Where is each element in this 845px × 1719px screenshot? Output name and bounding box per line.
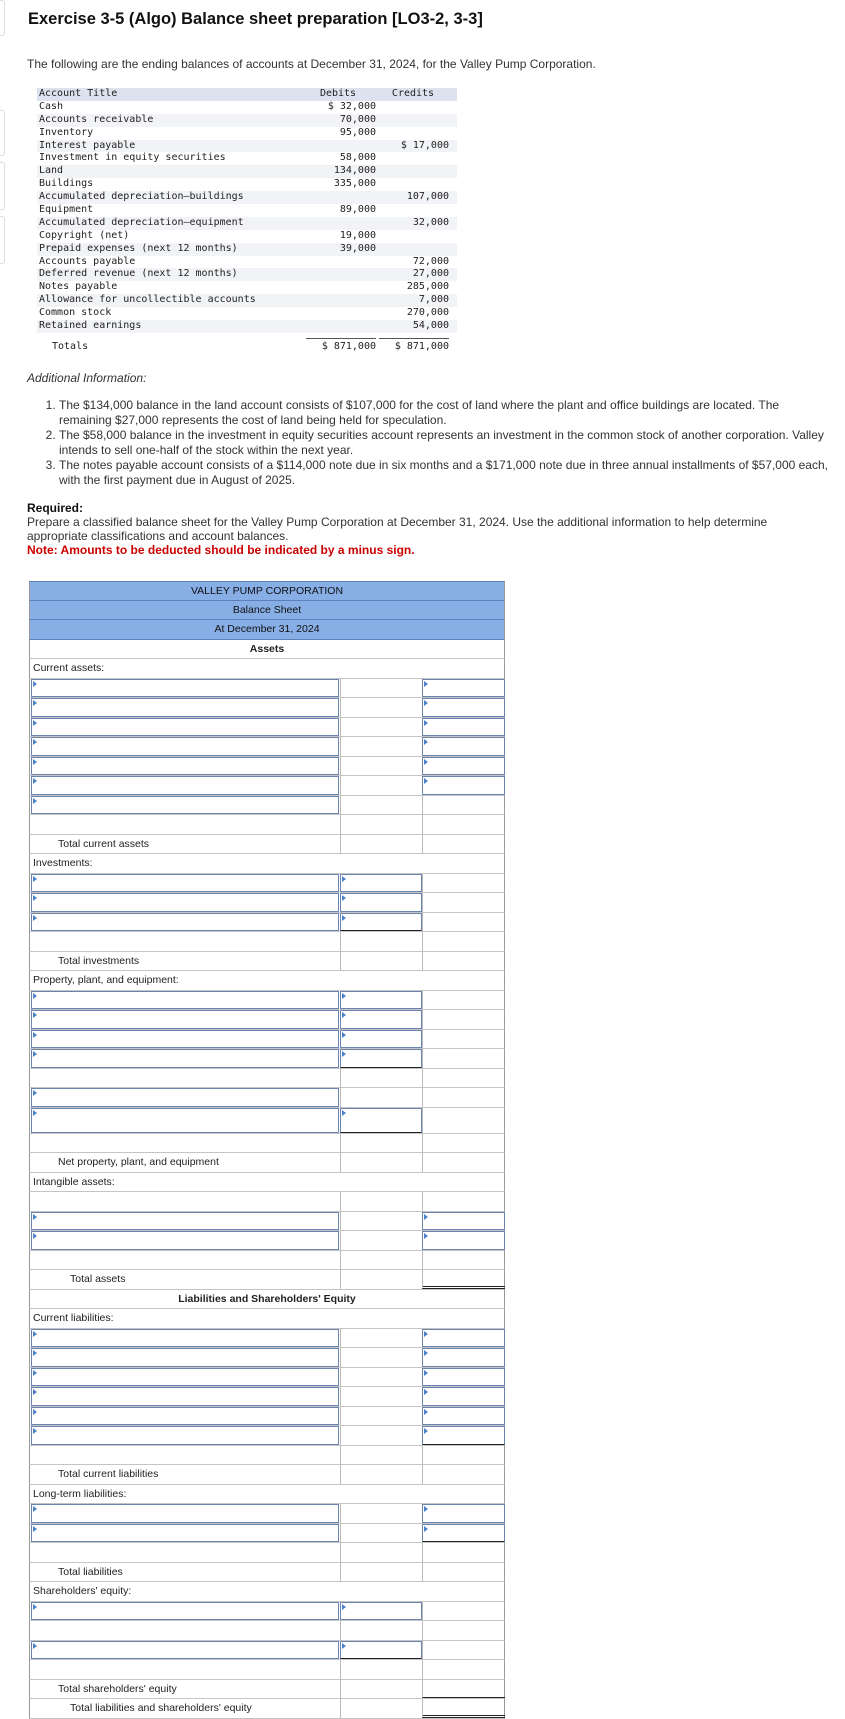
current-assets-label: Current assets:	[29, 659, 505, 679]
statement-name: Balance Sheet	[29, 601, 505, 621]
blank-cell	[422, 1134, 505, 1153]
tb-debit: 134,000	[333, 165, 376, 177]
current-asset-row	[29, 698, 505, 718]
tb-debit: 335,000	[333, 178, 376, 190]
blank-cell	[422, 1069, 505, 1088]
amount-cell	[340, 1212, 422, 1231]
account-input[interactable]	[31, 698, 339, 717]
amount-cell	[340, 1231, 422, 1250]
account-input[interactable]	[31, 1524, 339, 1543]
current-asset-row	[29, 796, 505, 816]
amount-cell	[422, 1641, 505, 1660]
amount-cell	[422, 913, 505, 932]
assets-heading: Assets	[29, 640, 505, 660]
account-input[interactable]	[31, 1368, 339, 1387]
amount-cell	[340, 1699, 422, 1718]
amount-input[interactable]	[340, 1641, 422, 1660]
amount-input[interactable]	[422, 737, 505, 756]
tb-title: Accounts receivable	[39, 113, 154, 125]
tb-title: Accounts payable	[39, 255, 136, 267]
blank-row	[29, 1660, 505, 1680]
tb-title: Investment in equity securities	[39, 152, 226, 164]
account-input[interactable]	[31, 1231, 339, 1250]
liabilities-equity-heading: Liabilities and Shareholders' Equity	[29, 1290, 505, 1310]
current-asset-row	[29, 737, 505, 757]
tb-title: Prepaid expenses (next 12 months)	[39, 242, 238, 254]
amount-cell	[422, 796, 505, 815]
tb-title: Common stock	[39, 307, 112, 319]
tb-title: Retained earnings	[39, 320, 142, 332]
total-assets-value	[422, 1270, 505, 1289]
tb-row	[37, 281, 457, 294]
amount-cell	[340, 718, 422, 737]
tb-title: Land	[39, 165, 64, 177]
amount-input[interactable]	[422, 1426, 505, 1445]
amount-cell	[340, 1270, 422, 1289]
total-liabilities-label: Total liabilities	[58, 1565, 123, 1578]
amount-cell	[340, 952, 422, 971]
tb-row	[37, 294, 457, 307]
tb-title: Copyright (net)	[39, 229, 130, 241]
current-asset-row	[29, 776, 505, 796]
shareholders-equity-label: Shareholders' equity:	[29, 1582, 505, 1602]
ppe-row	[29, 1108, 505, 1134]
ppe-row	[29, 1010, 505, 1030]
tb-row	[37, 127, 457, 140]
account-input[interactable]	[31, 757, 339, 776]
blank-cell	[422, 1621, 505, 1640]
account-input[interactable]	[31, 1504, 339, 1523]
required-note: Note: Amounts to be deducted should be indicated by a minus sign.	[27, 543, 415, 557]
tb-debit: $ 32,000	[327, 100, 376, 112]
required-text: Prepare a classified balance sheet for the Valley Pump Corporation at December 31, 2024. Use the additional information to help determine appropriate classifications and account balances.	[27, 515, 768, 543]
tb-credit: 54,000	[412, 320, 449, 332]
account-input[interactable]	[31, 1407, 339, 1426]
amount-input[interactable]	[422, 1524, 505, 1543]
tb-totals	[37, 338, 457, 352]
ppe-label: Property, plant, and equipment:	[29, 971, 505, 991]
investment-row	[29, 874, 505, 894]
account-input[interactable]	[31, 1426, 339, 1445]
current-asset-row	[29, 757, 505, 777]
tb-totals-debit: $ 871,000	[321, 340, 376, 352]
total-assets-row	[29, 1270, 505, 1290]
tb-row	[37, 152, 457, 165]
tb-title: Inventory	[39, 126, 94, 138]
blank-cell	[340, 1134, 422, 1153]
tb-title: Accumulated depreciation–buildings	[39, 191, 244, 203]
left-tab	[0, 110, 5, 156]
tb-row	[37, 307, 457, 320]
amount-input[interactable]	[422, 698, 505, 717]
total-current-assets-label: Total current assets	[58, 837, 150, 850]
account-input[interactable]	[31, 1641, 339, 1660]
total-current-assets-value	[422, 835, 505, 854]
tb-debit: 39,000	[339, 242, 376, 254]
trial-balance	[37, 88, 457, 352]
left-tab	[0, 216, 5, 264]
long-term-liability-row	[29, 1504, 505, 1524]
left-tab	[0, 0, 5, 36]
tb-row	[37, 217, 457, 230]
account-input[interactable]	[31, 1387, 339, 1406]
intangible-label: Intangible assets:	[29, 1173, 505, 1193]
total-equity-row	[29, 1680, 505, 1700]
additional-info-title: Additional Information:	[27, 371, 147, 385]
amount-input[interactable]	[340, 1049, 422, 1068]
tb-credit: 27,000	[412, 268, 449, 280]
amount-cell	[422, 1049, 505, 1068]
debits-header: Debits	[319, 88, 357, 99]
tb-debit: 89,000	[339, 204, 376, 216]
amount-cell	[340, 1348, 422, 1367]
blank-row	[29, 1446, 505, 1466]
account-input[interactable]	[31, 1602, 339, 1621]
amount-input[interactable]	[340, 913, 422, 932]
intro-text: The following are the ending balances of accounts at December 31, 2024, for the Valley Pump Corporation.	[27, 57, 596, 71]
blank-cell	[340, 1446, 422, 1465]
trial-balance-header	[37, 88, 457, 101]
additional-info-item: 3. The notes payable account consists of a $114,000 note due in six months and a $171,000 note due in three annual installments of $57,000 each, with the first payment due in August of 2025.	[59, 458, 834, 487]
tb-debit: 95,000	[339, 126, 376, 138]
account-title-header: Account Title	[39, 88, 118, 99]
blank-row	[29, 1543, 505, 1563]
additional-info-item: 2. The $58,000 balance in the investment in equity securities account represents an investment in the common stock of another corporation. Valley intends to sell one-half of the stock within the next year.	[59, 428, 834, 457]
tb-row	[37, 320, 457, 333]
tb-credit: $ 17,000	[400, 139, 449, 151]
current-liability-row	[29, 1348, 505, 1368]
amount-cell	[340, 757, 422, 776]
amount-input[interactable]	[422, 1348, 505, 1367]
tb-row	[37, 256, 457, 269]
blank-cell	[422, 932, 505, 951]
credits-header: Credits	[391, 88, 435, 99]
blank-cell	[422, 1543, 505, 1562]
account-input[interactable]	[31, 1212, 339, 1231]
ppe-row	[29, 1088, 505, 1108]
tb-title: Interest payable	[39, 139, 136, 151]
tb-title: Buildings	[39, 178, 94, 190]
account-input[interactable]	[31, 991, 339, 1010]
net-ppe-value	[422, 1153, 505, 1172]
total-assets-label: Total assets	[70, 1273, 126, 1285]
amount-input[interactable]	[340, 991, 422, 1010]
blank-cell	[340, 1069, 422, 1088]
amount-cell	[340, 679, 422, 698]
amount-input[interactable]	[422, 718, 505, 737]
amount-input[interactable]	[340, 1010, 422, 1029]
amount-input[interactable]	[422, 1231, 505, 1250]
account-input[interactable]	[31, 1049, 339, 1068]
current-liabilities-label: Current liabilities:	[29, 1309, 505, 1329]
account-input[interactable]	[31, 874, 339, 893]
required-label: Required:	[27, 501, 84, 515]
tb-credit: 107,000	[406, 191, 449, 203]
total-current-liabilities-label: Total current liabilities	[58, 1468, 159, 1480]
intangible-row	[29, 1231, 505, 1251]
tb-row	[37, 165, 457, 178]
tb-row	[37, 230, 457, 243]
amount-cell	[340, 1524, 422, 1543]
account-input[interactable]	[31, 1348, 339, 1367]
amount-cell	[422, 1602, 505, 1621]
amount-cell	[422, 874, 505, 893]
total-liabilities-value	[422, 1563, 505, 1582]
amount-input[interactable]	[422, 679, 505, 698]
tb-title: Allowance for uncollectible accounts	[39, 294, 256, 306]
blank-cell	[30, 1660, 340, 1679]
total-investments-value	[422, 952, 505, 971]
blank-cell	[30, 1134, 340, 1153]
amount-input[interactable]	[340, 1030, 422, 1049]
amount-cell	[340, 1504, 422, 1523]
tb-title: Notes payable	[39, 281, 118, 293]
account-input[interactable]	[31, 913, 339, 932]
equity-row	[29, 1641, 505, 1661]
total-equity-value	[422, 1680, 505, 1699]
blank-row	[29, 1192, 505, 1212]
tb-row	[37, 204, 457, 217]
tb-debit: 58,000	[339, 152, 376, 164]
account-input[interactable]	[31, 718, 339, 737]
blank-cell	[30, 1446, 340, 1465]
amount-cell	[340, 1387, 422, 1406]
account-input[interactable]	[31, 1010, 339, 1029]
tb-credit: 270,000	[406, 307, 449, 319]
account-input[interactable]	[31, 737, 339, 756]
total-investments-row	[29, 952, 505, 972]
blank-cell	[30, 1543, 340, 1562]
total-liabilities-equity-label: Total liabilities and shareholders' equity	[70, 1702, 252, 1714]
total-current-assets-row	[29, 835, 505, 855]
amount-cell	[422, 1108, 505, 1133]
tb-credit: 32,000	[412, 216, 449, 228]
tb-title: Cash	[39, 100, 64, 112]
amount-cell	[340, 698, 422, 717]
blank-cell	[340, 1192, 422, 1211]
account-input[interactable]	[31, 796, 339, 815]
tb-debit: 70,000	[339, 113, 376, 125]
amount-cell	[422, 991, 505, 1010]
amount-cell	[340, 1329, 422, 1348]
investment-row	[29, 913, 505, 933]
amount-input[interactable]	[422, 1368, 505, 1387]
tb-row	[37, 114, 457, 127]
amount-cell	[340, 796, 422, 815]
ppe-row	[29, 1030, 505, 1050]
required-section	[27, 501, 807, 557]
tb-row	[37, 268, 457, 281]
blank-cell	[422, 1251, 505, 1270]
balance-sheet-form	[29, 581, 505, 1719]
blank-cell	[340, 1543, 422, 1562]
amount-cell	[340, 776, 422, 795]
amount-cell	[340, 1407, 422, 1426]
blank-cell	[422, 1192, 505, 1211]
tb-totals-title: Totals	[52, 340, 89, 352]
blank-cell	[340, 932, 422, 951]
blank-cell	[422, 815, 505, 834]
blank-cell	[340, 815, 422, 834]
blank-cell	[30, 815, 340, 834]
ppe-row	[29, 991, 505, 1011]
current-liability-row	[29, 1426, 505, 1446]
tb-row	[37, 140, 457, 153]
total-equity-label: Total shareholders' equity	[58, 1682, 177, 1695]
blank-row	[29, 1251, 505, 1271]
blank-cell	[340, 1251, 422, 1270]
blank-cell	[340, 1621, 422, 1640]
amount-input[interactable]	[340, 1602, 422, 1621]
equity-row	[29, 1602, 505, 1622]
total-investments-label: Total investments	[58, 954, 140, 967]
amount-cell	[422, 1010, 505, 1029]
tb-title: Accumulated depreciation–equipment	[39, 216, 244, 228]
tb-title: Equipment	[39, 204, 94, 216]
total-liabilities-row	[29, 1563, 505, 1583]
amount-cell	[340, 835, 422, 854]
ppe-row	[29, 1049, 505, 1069]
exercise-title: Exercise 3-5 (Algo) Balance sheet preparation [LO3-2, 3-3]	[28, 10, 483, 28]
current-liability-row	[29, 1368, 505, 1388]
account-input[interactable]	[31, 1088, 339, 1107]
amount-cell	[422, 1088, 505, 1107]
amount-cell	[340, 1368, 422, 1387]
blank-cell	[340, 1660, 422, 1679]
account-input[interactable]	[31, 679, 339, 698]
blank-row	[29, 1134, 505, 1154]
blank-row	[29, 932, 505, 952]
tb-credit: 72,000	[412, 255, 449, 267]
tb-credit: 7,000	[418, 294, 449, 306]
current-asset-row	[29, 679, 505, 699]
current-liability-row	[29, 1407, 505, 1427]
amount-cell	[422, 893, 505, 912]
current-asset-row	[29, 718, 505, 738]
investments-label: Investments:	[29, 854, 505, 874]
tb-totals-credit: $ 871,000	[394, 340, 449, 352]
tb-title: Deferred revenue (next 12 months)	[39, 268, 238, 280]
amount-input[interactable]	[422, 1212, 505, 1231]
tb-debit: 19,000	[339, 229, 376, 241]
amount-input[interactable]	[340, 893, 422, 912]
amount-cell	[340, 1680, 422, 1699]
blank-cell	[422, 1660, 505, 1679]
net-ppe-label: Net property, plant, and equipment	[58, 1156, 219, 1168]
credit-rule	[379, 338, 449, 339]
amount-cell	[340, 1088, 422, 1107]
blank-cell	[30, 1192, 340, 1211]
amount-input[interactable]	[340, 1108, 422, 1133]
blank-row	[29, 1069, 505, 1089]
account-input[interactable]	[31, 776, 339, 795]
tb-row	[37, 178, 457, 191]
total-liabilities-equity-row	[29, 1699, 505, 1719]
tb-credit: 285,000	[406, 281, 449, 293]
amount-input[interactable]	[422, 1407, 505, 1426]
account-input[interactable]	[31, 893, 339, 912]
long-term-liabilities-label: Long-term liabilities:	[29, 1485, 505, 1505]
amount-cell	[340, 1465, 422, 1484]
amount-cell	[422, 1030, 505, 1049]
total-current-liabilities-value	[422, 1465, 505, 1484]
account-input[interactable]	[31, 1030, 339, 1049]
blank-cell	[422, 1446, 505, 1465]
additional-info-item: 1. The $134,000 balance in the land account consists of $107,000 for the cost of land where the plant and office buildings are located. The remaining $27,000 represents the cost of land being held for speculation.	[59, 398, 834, 427]
current-liability-row	[29, 1329, 505, 1349]
tb-row	[37, 243, 457, 256]
tb-row	[37, 101, 457, 114]
blank-cell	[30, 1069, 340, 1088]
investment-row	[29, 893, 505, 913]
company-name: VALLEY PUMP CORPORATION	[29, 581, 505, 601]
amount-input[interactable]	[422, 1387, 505, 1406]
amount-input[interactable]	[422, 776, 505, 795]
amount-cell	[340, 1563, 422, 1582]
blank-cell	[30, 1251, 340, 1270]
account-input[interactable]	[31, 1108, 339, 1133]
net-ppe-row	[29, 1153, 505, 1173]
amount-input[interactable]	[422, 1329, 505, 1348]
amount-input[interactable]	[340, 874, 422, 893]
tb-row	[37, 191, 457, 204]
left-tab	[0, 162, 5, 210]
total-current-liabilities-row	[29, 1465, 505, 1485]
blank-cell	[30, 932, 340, 951]
account-input[interactable]	[31, 1329, 339, 1348]
intangible-row	[29, 1212, 505, 1232]
amount-input[interactable]	[422, 757, 505, 776]
amount-input[interactable]	[422, 1504, 505, 1523]
amount-cell	[340, 737, 422, 756]
amount-cell	[340, 1153, 422, 1172]
debit-rule	[306, 338, 376, 339]
amount-cell	[340, 1426, 422, 1445]
statement-date: At December 31, 2024	[29, 620, 505, 640]
long-term-liability-row	[29, 1524, 505, 1544]
blank-row	[29, 815, 505, 835]
total-liabilities-equity-value	[422, 1699, 505, 1718]
blank-cell	[30, 1621, 340, 1640]
current-liability-row	[29, 1387, 505, 1407]
additional-info-list	[29, 398, 834, 489]
blank-row	[29, 1621, 505, 1641]
